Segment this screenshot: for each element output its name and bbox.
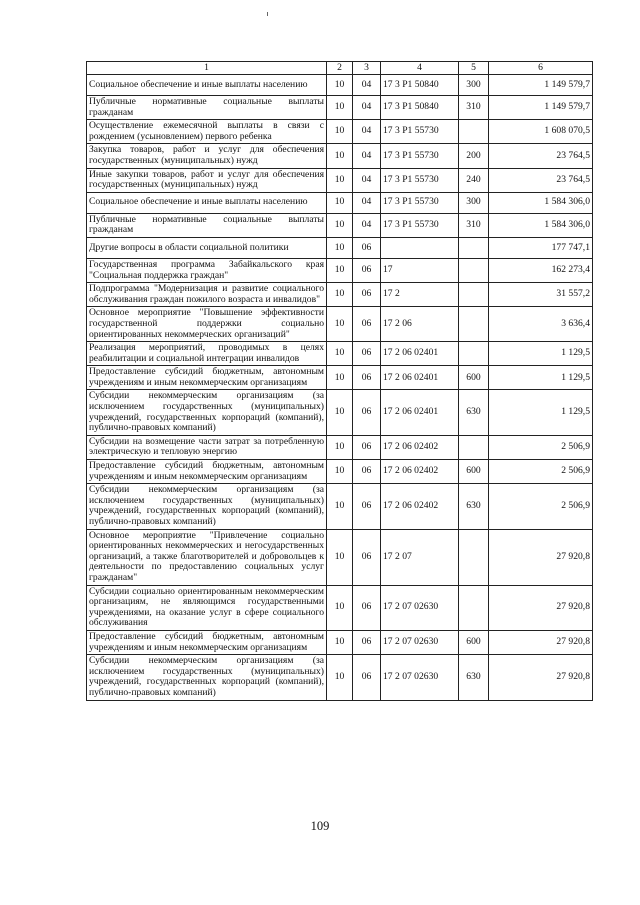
cell-subsection: 04 — [353, 213, 381, 237]
cell-amount: 2 506,9 — [489, 484, 593, 529]
cell-section: 10 — [327, 484, 353, 529]
table-row — [87, 75, 593, 96]
cell-name: Реализация мероприятий, проводимых в целях реабилитации и социальной интеграции инвалидов — [87, 342, 327, 366]
cell-subsection: 06 — [353, 237, 381, 258]
cell-expense-type: 310 — [459, 213, 489, 237]
cell-section: 10 — [327, 192, 353, 213]
cell-name: Субсидии социально ориентированным некоммерческим организациям, не являющимся государственными учреждениями, на оказание услуг в сфере социального обслуживания — [87, 585, 327, 630]
cell-amount: 1 608 070,5 — [489, 120, 593, 144]
table-row — [87, 168, 593, 192]
cell-section: 10 — [327, 307, 353, 342]
header-col-6: 6 — [489, 62, 593, 75]
header-col-4: 4 — [381, 62, 459, 75]
table-row — [87, 342, 593, 366]
table-row — [87, 213, 593, 237]
cell-expense-type — [459, 283, 489, 307]
cell-name: Иные закупки товаров, работ и услуг для обеспечения государственных (муниципальных) нужд — [87, 168, 327, 192]
cell-expense-type: 630 — [459, 655, 489, 700]
cell-target-article — [381, 237, 459, 258]
cell-subsection: 04 — [353, 192, 381, 213]
cell-amount: 177 747,1 — [489, 237, 593, 258]
cell-subsection: 06 — [353, 390, 381, 435]
table-row — [87, 192, 593, 213]
cell-subsection: 06 — [353, 630, 381, 654]
cell-name: Социальное обеспечение и иные выплаты населению — [87, 192, 327, 213]
cell-expense-type: 600 — [459, 630, 489, 654]
table-body — [87, 75, 593, 701]
cell-amount: 1 149 579,7 — [489, 75, 593, 96]
cell-section: 10 — [327, 529, 353, 585]
cell-name: Субсидии некоммерческим организациям (за исключением государственных (муниципальных) учреждений, государственных корпораций (компаний), публично-правовых компаний) — [87, 390, 327, 435]
cell-section: 10 — [327, 75, 353, 96]
cell-target-article: 17 2 07 — [381, 529, 459, 585]
cell-target-article: 17 2 06 02402 — [381, 435, 459, 459]
cell-subsection: 06 — [353, 435, 381, 459]
cell-target-article: 17 2 07 02630 — [381, 630, 459, 654]
header-col-5: 5 — [459, 62, 489, 75]
cell-section: 10 — [327, 283, 353, 307]
cell-target-article: 17 2 — [381, 283, 459, 307]
cell-expense-type — [459, 585, 489, 630]
table-row — [87, 307, 593, 342]
cell-target-article: 17 2 07 02630 — [381, 585, 459, 630]
cell-section: 10 — [327, 366, 353, 390]
cell-subsection: 04 — [353, 75, 381, 96]
header-col-2: 2 — [327, 62, 353, 75]
cell-target-article: 17 3 P1 50840 — [381, 96, 459, 120]
cell-amount: 1 149 579,7 — [489, 96, 593, 120]
table-row — [87, 237, 593, 258]
cell-subsection: 06 — [353, 342, 381, 366]
cell-name: Предоставление субсидий бюджетным, автономным учреждениям и иным некоммерческим организациям — [87, 366, 327, 390]
cell-subsection: 06 — [353, 655, 381, 700]
table-row — [87, 390, 593, 435]
cell-target-article: 17 2 06 02401 — [381, 342, 459, 366]
cell-target-article: 17 — [381, 258, 459, 282]
cell-target-article: 17 3 P1 55730 — [381, 192, 459, 213]
cell-target-article: 17 2 06 02402 — [381, 484, 459, 529]
cell-subsection: 06 — [353, 307, 381, 342]
cell-expense-type: 300 — [459, 75, 489, 96]
cell-name: Публичные нормативные социальные выплаты гражданам — [87, 213, 327, 237]
table-row — [87, 529, 593, 585]
cell-name: Осуществление ежемесячной выплаты в связи с рождением (усыновлением) первого ребенка — [87, 120, 327, 144]
cell-name: Закупка товаров, работ и услуг для обеспечения государственных (муниципальных) нужд — [87, 144, 327, 168]
cell-target-article: 17 2 06 02402 — [381, 460, 459, 484]
cell-expense-type — [459, 529, 489, 585]
cell-amount: 3 636,4 — [489, 307, 593, 342]
cell-section: 10 — [327, 630, 353, 654]
cell-subsection: 06 — [353, 366, 381, 390]
cell-expense-type — [459, 307, 489, 342]
table-row — [87, 120, 593, 144]
cell-target-article: 17 3 P1 55730 — [381, 120, 459, 144]
cell-subsection: 06 — [353, 283, 381, 307]
cell-section: 10 — [327, 655, 353, 700]
cell-name: Предоставление субсидий бюджетным, автономным учреждениям и иным некоммерческим организациям — [87, 460, 327, 484]
cell-name: Субсидии некоммерческим организациям (за исключением государственных (муниципальных) учреждений, государственных корпораций (компаний), публично-правовых компаний) — [87, 484, 327, 529]
cell-expense-type — [459, 120, 489, 144]
table-row — [87, 484, 593, 529]
cell-amount: 27 920,8 — [489, 529, 593, 585]
cell-target-article: 17 3 P1 55730 — [381, 213, 459, 237]
cell-amount: 1 129,5 — [489, 366, 593, 390]
cell-section: 10 — [327, 258, 353, 282]
cell-section: 10 — [327, 96, 353, 120]
cell-section: 10 — [327, 460, 353, 484]
cell-section: 10 — [327, 213, 353, 237]
table-header-row — [87, 62, 593, 75]
cell-target-article: 17 2 06 02401 — [381, 390, 459, 435]
cell-amount: 23 764,5 — [489, 144, 593, 168]
cell-target-article: 17 3 P1 50840 — [381, 75, 459, 96]
cell-subsection: 04 — [353, 96, 381, 120]
table-row — [87, 460, 593, 484]
budget-table — [86, 61, 593, 701]
table-row — [87, 366, 593, 390]
cell-amount: 27 920,8 — [489, 585, 593, 630]
cell-name: Субсидии некоммерческим организациям (за исключением государственных (муниципальных) учреждений, государственных корпораций (компаний), публично-правовых компаний) — [87, 655, 327, 700]
cell-expense-type: 240 — [459, 168, 489, 192]
cell-expense-type: 600 — [459, 366, 489, 390]
cell-amount: 1 129,5 — [489, 342, 593, 366]
cell-name: Основное мероприятие "Повышение эффективности государственной поддержки социально ориентированных некоммерческих организаций" — [87, 307, 327, 342]
cell-target-article: 17 3 P1 55730 — [381, 168, 459, 192]
header-col-1: 1 — [87, 62, 327, 75]
cell-expense-type: 310 — [459, 96, 489, 120]
cell-expense-type: 200 — [459, 144, 489, 168]
cell-amount: 1 129,5 — [489, 390, 593, 435]
cell-target-article: 17 2 07 02630 — [381, 655, 459, 700]
cell-amount: 2 506,9 — [489, 460, 593, 484]
cell-amount: 27 920,8 — [489, 630, 593, 654]
table-row — [87, 283, 593, 307]
cell-target-article: 17 3 P1 55730 — [381, 144, 459, 168]
scan-mark — [267, 12, 268, 16]
cell-subsection: 04 — [353, 168, 381, 192]
cell-name: Государственная программа Забайкальского края "Социальная поддержка граждан" — [87, 258, 327, 282]
table-row — [87, 144, 593, 168]
cell-section: 10 — [327, 237, 353, 258]
table-row — [87, 630, 593, 654]
cell-section: 10 — [327, 342, 353, 366]
cell-expense-type: 630 — [459, 390, 489, 435]
cell-expense-type — [459, 258, 489, 282]
table-row — [87, 96, 593, 120]
cell-amount: 2 506,9 — [489, 435, 593, 459]
cell-target-article: 17 2 06 — [381, 307, 459, 342]
cell-subsection: 04 — [353, 120, 381, 144]
cell-subsection: 04 — [353, 144, 381, 168]
cell-subsection: 06 — [353, 258, 381, 282]
cell-amount: 31 557,2 — [489, 283, 593, 307]
cell-name: Основное мероприятие "Привлечение социально ориентированных некоммерческих и негосударственных организаций, а также благотворителей и добровольцев к деятельности по предоставлению социальных услуг гражданам" — [87, 529, 327, 585]
cell-section: 10 — [327, 435, 353, 459]
cell-amount: 1 584 306,0 — [489, 213, 593, 237]
cell-section: 10 — [327, 144, 353, 168]
cell-amount: 1 584 306,0 — [489, 192, 593, 213]
cell-expense-type: 300 — [459, 192, 489, 213]
cell-amount: 23 764,5 — [489, 168, 593, 192]
table-row — [87, 655, 593, 700]
cell-name: Подпрограмма "Модернизация и развитие социального обслуживания граждан пожилого возраста и инвалидов" — [87, 283, 327, 307]
table-row — [87, 258, 593, 282]
cell-amount: 162 273,4 — [489, 258, 593, 282]
cell-subsection: 06 — [353, 529, 381, 585]
cell-subsection: 06 — [353, 585, 381, 630]
document-page — [86, 61, 592, 701]
cell-expense-type — [459, 435, 489, 459]
cell-name: Публичные нормативные социальные выплаты гражданам — [87, 96, 327, 120]
table-row — [87, 585, 593, 630]
cell-subsection: 06 — [353, 460, 381, 484]
cell-section: 10 — [327, 585, 353, 630]
cell-expense-type — [459, 237, 489, 258]
cell-name: Предоставление субсидий бюджетным, автономным учреждениям и иным некоммерческим организациям — [87, 630, 327, 654]
cell-name: Субсидии на возмещение части затрат за потребленную электрическую и тепловую энергию — [87, 435, 327, 459]
cell-subsection: 06 — [353, 484, 381, 529]
cell-expense-type: 600 — [459, 460, 489, 484]
page-number: 109 — [310, 819, 330, 833]
table-row — [87, 435, 593, 459]
cell-name: Другие вопросы в области социальной политики — [87, 237, 327, 258]
cell-section: 10 — [327, 120, 353, 144]
cell-target-article: 17 2 06 02401 — [381, 366, 459, 390]
cell-name: Социальное обеспечение и иные выплаты населению — [87, 75, 327, 96]
cell-section: 10 — [327, 168, 353, 192]
header-col-3: 3 — [353, 62, 381, 75]
cell-expense-type: 630 — [459, 484, 489, 529]
cell-amount: 27 920,8 — [489, 655, 593, 700]
cell-expense-type — [459, 342, 489, 366]
cell-section: 10 — [327, 390, 353, 435]
